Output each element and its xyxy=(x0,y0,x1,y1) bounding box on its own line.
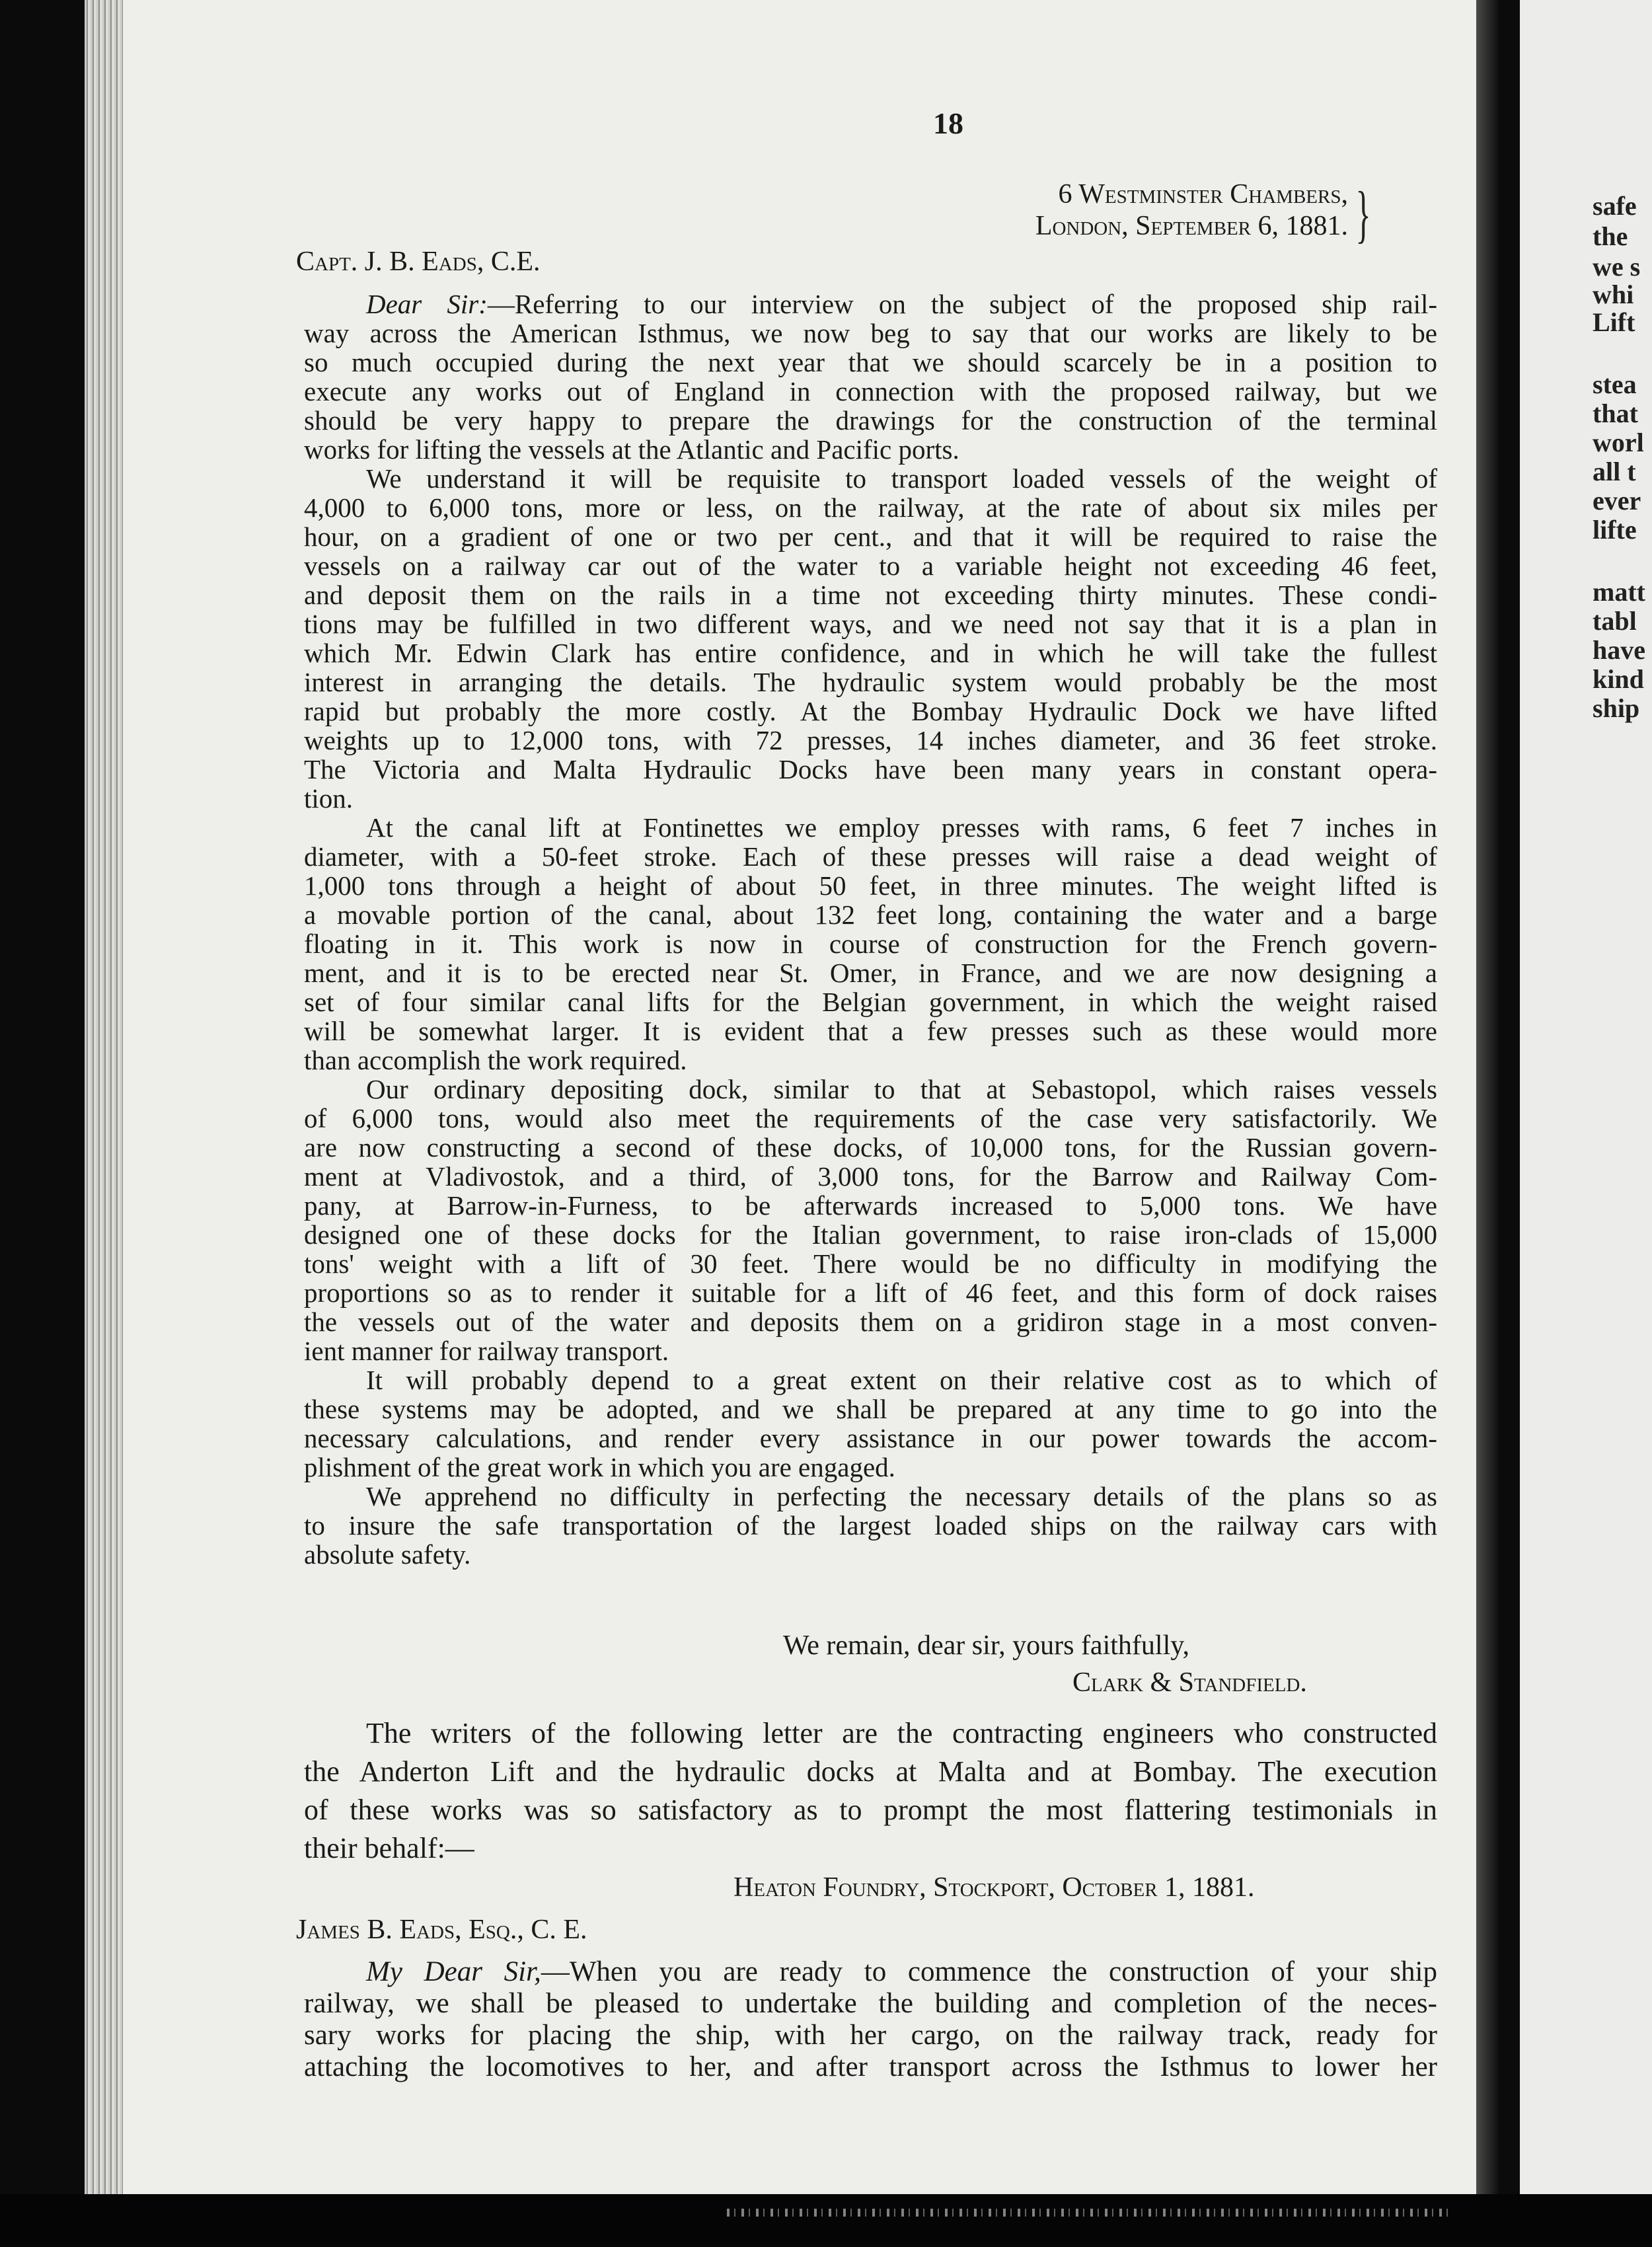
text-line: vessels on a railway car out of the water to a variable height not exceeding 46 feet, xyxy=(304,551,1437,581)
facing-page-fragment: whi xyxy=(1593,280,1634,309)
text-line: so much occupied during the next year that we should scarcely be in a position to xyxy=(304,347,1437,377)
letter1-greeting: Dear Sir: xyxy=(366,289,488,319)
text-line: ient manner for railway transport. xyxy=(304,1336,669,1366)
facing-page-fragment: all t xyxy=(1593,457,1636,486)
text-line-content: —Referring to our interview on the subject of the proposed ship rail- xyxy=(487,289,1438,319)
text-line: We apprehend no difficulty in perfecting the necessary details of the plans so as xyxy=(366,1481,1437,1511)
text-line: We understand it will be requisite to transport loaded vessels of the weight of xyxy=(366,463,1437,494)
text-line: way across the American Isthmus, we now beg to say that our works are likely to be xyxy=(304,318,1437,348)
text-line: At the canal lift at Fontinettes we employ presses with rams, 6 feet 7 inches in xyxy=(366,812,1437,843)
text-line xyxy=(304,289,1437,319)
letter1-address-line1: 6 Westminster Chambers, xyxy=(1058,179,1348,209)
text-line: Our ordinary depositing dock, similar to that at Sebastopol, which raises vessels xyxy=(366,1074,1437,1104)
text-line: plishment of the great work in which you are engaged. xyxy=(304,1452,895,1482)
text-line: floating in it. This work is now in course of construction for the French govern- xyxy=(304,929,1437,959)
intro-paragraph xyxy=(304,1714,1437,1868)
letter1-paragraph-1 xyxy=(304,289,1437,464)
text-line: sary works for placing the ship, with her cargo, on the railway track, ready for xyxy=(304,2020,1437,2051)
page-number: 18 xyxy=(933,106,963,140)
facing-page-fragment: lifte xyxy=(1593,515,1637,545)
text-line: of these works was so satisfactory as to prompt the most flattering testimonials in xyxy=(304,1794,1437,1826)
text-line-content: —When you are ready to commence the construction of your ship xyxy=(541,1956,1437,1987)
text-line: the Anderton Lift and the hydraulic docks at Malta and at Bombay. The execution xyxy=(304,1755,1437,1788)
text-line: pany, at Barrow-in-Furness, to be afterwards increased to 5,000 tons. We have xyxy=(304,1190,1437,1221)
page-binding-edge xyxy=(85,0,123,2194)
letter1-address xyxy=(1035,178,1348,242)
letter1-paragraph-4 xyxy=(304,1075,1437,1365)
text-line: execute any works out of England in connection with the proposed railway, but we xyxy=(304,376,1437,406)
letter1-signature: Clark & Standfield. xyxy=(1072,1667,1307,1698)
letter2-greeting: My Dear Sir, xyxy=(366,1956,541,1987)
text-line: designed one of these docks for the Italian government, to raise iron-clads of 15,000 xyxy=(304,1219,1437,1250)
letter1-address-line2: London, September 6, 1881. xyxy=(1035,211,1348,241)
text-line: ment at Vladivostok, and a third, of 3,000 tons, for the Barrow and Railway Com- xyxy=(304,1161,1437,1192)
text-line: proportions so as to render it suitable for a lift of 46 feet, and this form of dock raises xyxy=(304,1277,1437,1308)
text-line: tons' weight with a lift of 30 feet. There would be no difficulty in modifying the xyxy=(304,1248,1437,1279)
text-line: tion. xyxy=(304,783,354,814)
facing-page-fragment: kind xyxy=(1593,664,1644,694)
scan-bottom-border xyxy=(0,2194,1652,2247)
text-line: works for lifting the vessels at the Atlantic and Pacific ports. xyxy=(304,434,959,465)
facing-page-fragment: ship xyxy=(1593,693,1640,723)
text-line: these systems may be adopted, and we shall be prepared at any time to go into the xyxy=(304,1394,1437,1424)
text-line: set of four similar canal lifts for the Belgian government, in which the weight raised xyxy=(304,987,1437,1017)
facing-page-fragment: that xyxy=(1593,399,1638,428)
facing-page-fragment: safe xyxy=(1593,191,1637,221)
text-line: 4,000 to 6,000 tons, more or less, on the railway, at the rate of about six miles per xyxy=(304,492,1437,523)
facing-page-fragment: we s xyxy=(1593,252,1641,282)
text-line: tions may be fulfilled in two different ways, and we need not say that it is a plan in xyxy=(304,609,1437,639)
text-line: a movable portion of the canal, about 132 feet long, containing the water and a barge xyxy=(304,899,1437,930)
text-line: the vessels out of the water and deposits them on a gridiron stage in a most conven- xyxy=(304,1307,1437,1337)
letter1-paragraph-6 xyxy=(304,1482,1437,1569)
text-line: It will probably depend to a great extent on their relative cost as to which of xyxy=(366,1365,1437,1395)
facing-page-edge xyxy=(1520,0,1652,2194)
letter1-signoff xyxy=(783,1627,1307,1701)
text-line: to insure the safe transportation of the largest loaded ships on the railway cars with xyxy=(304,1510,1437,1541)
letter1-paragraph-2 xyxy=(304,464,1437,813)
letter1-recipient: Capt. J. B. Eads, C.E. xyxy=(296,247,541,277)
address-brace: } xyxy=(1355,178,1371,249)
text-line: ment, and it is to be erected near St. Omer, in France, and we are now designing a xyxy=(304,958,1437,988)
text-line: necessary calculations, and render every assistance in our power towards the accom- xyxy=(304,1423,1437,1453)
text-line: interest in arranging the details. The hydraulic system would probably be the most xyxy=(304,667,1437,697)
letter1-paragraph-5 xyxy=(304,1365,1437,1482)
text-line: of 6,000 tons, would also meet the requirements of the case very satisfactorily. We xyxy=(304,1103,1437,1133)
text-line: 1,000 tons through a height of about 50 feet, in three minutes. The weight lifted is xyxy=(304,870,1437,901)
letter1-closing: We remain, dear sir, yours faithfully, xyxy=(783,1630,1190,1661)
facing-page-fragment: tabl xyxy=(1593,606,1637,636)
letter2-address: Heaton Foundry, Stockport, October 1, 1881. xyxy=(733,1872,1255,1903)
facing-page-fragment: stea xyxy=(1593,369,1637,399)
text-line: should be very happy to prepare the drawings for the construction of the terminal xyxy=(304,405,1437,436)
facing-page-fragment: have xyxy=(1593,635,1645,665)
letter2-body xyxy=(304,1956,1437,2083)
text-line: diameter, with a 50-feet stroke. Each of these presses will raise a dead weight of xyxy=(304,841,1437,872)
text-line: hour, on a gradient of one or two per cent., and that it will be required to raise the xyxy=(304,521,1437,552)
text-line: absolute safety. xyxy=(304,1539,471,1570)
facing-page-fragment: ever xyxy=(1593,486,1641,515)
text-line: The writers of the following letter are the contracting engineers who constructed xyxy=(366,1717,1437,1749)
text-line: weights up to 12,000 tons, with 72 presses, 14 inches diameter, and 36 feet stroke. xyxy=(304,725,1437,755)
text-line: The Victoria and Malta Hydraulic Docks have been many years in constant opera- xyxy=(304,754,1437,784)
text-line: are now constructing a second of these docks, of 10,000 tons, for the Russian govern- xyxy=(304,1132,1437,1162)
text-line xyxy=(304,1956,1437,1988)
page-gutter-shadow xyxy=(1476,0,1499,2194)
text-line: than accomplish the work required. xyxy=(304,1045,687,1075)
letter1-paragraph-3 xyxy=(304,813,1437,1075)
scan-artifact xyxy=(727,2209,1454,2217)
text-line: and deposit them on the rails in a time not exceeding thirty minutes. These condi- xyxy=(304,580,1437,610)
text-line: attaching the locomotives to her, and after transport across the Isthmus to lower her xyxy=(304,2051,1437,2082)
text-line: which Mr. Edwin Clark has entire confidence, and in which he will take the fullest xyxy=(304,638,1437,668)
facing-page-fragment: worl xyxy=(1593,428,1644,457)
facing-page-fragment: the xyxy=(1593,221,1628,251)
text-line: railway, we shall be pleased to undertake the building and completion of the neces- xyxy=(304,1988,1437,2019)
text-line: will be somewhat larger. It is evident that a few presses such as these would more xyxy=(304,1016,1437,1046)
letter1-body xyxy=(304,289,1437,1569)
text-line: rapid but probably the more costly. At the Bombay Hydraulic Dock we have lifted xyxy=(304,696,1437,726)
letter2-recipient: James B. Eads, Esq., C. E. xyxy=(296,1915,587,1945)
facing-page-fragment: Lift xyxy=(1593,307,1635,337)
text-line: their behalf:— xyxy=(304,1832,474,1864)
facing-page-fragment: matt xyxy=(1593,577,1645,607)
